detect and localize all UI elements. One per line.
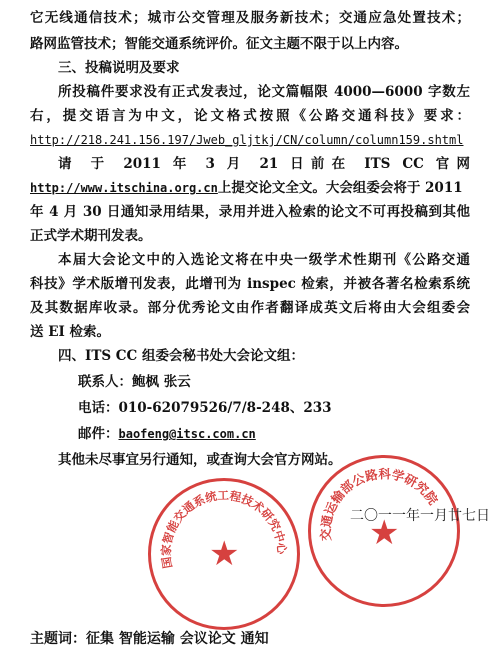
keywords-label: 主题词：: [30, 631, 86, 647]
right-seal-text: 交通运输部公路科学研究院: [317, 466, 441, 542]
section-3-heading: 三、投稿说明及要求: [58, 60, 180, 76]
deadline-para-line-2: [30, 178, 470, 198]
deadline-para-line-3: 年 4 月 30 日通知录用结果，录用并进入检索的论文不可再投稿到其他: [30, 204, 470, 220]
issue-date: 二〇一一年一月廿七日: [350, 508, 490, 524]
left-seal-text: 国家智能交通系统工程技术研究中心: [158, 488, 290, 570]
journal-para-line-2: 科技》学术版增刊发表，此增刊为 inspec 检索，并被各著名检索系统: [30, 276, 470, 292]
journal-para-line-4: 送 EI 检索。: [30, 324, 111, 340]
closing-note: 其他未尽事宜另行通知，或查询大会官方网站。: [58, 452, 342, 468]
email-link[interactable]: baofeng@itsc.com.cn: [118, 427, 256, 441]
itschina-link[interactable]: http://www.itschina.org.cn: [30, 181, 218, 195]
contact-phone: 电话：010-62079526/7/8-248、233: [78, 400, 332, 416]
left-official-seal: [148, 478, 300, 630]
right-seal-star-icon: ★: [369, 513, 400, 553]
right-official-seal: [308, 455, 460, 607]
keywords-line: [30, 628, 269, 648]
topic-list-line-1: 它无线通信技术；城市公交管理及服务新技术；交通应急处置技术；: [30, 10, 470, 26]
journal-para-line-3: 及其数据库收录。部分优秀论文由作者翻译成英文后将由大会组委会: [30, 300, 470, 316]
journal-format-link[interactable]: http://218.241.156.197/Jweb_gljtkj/CN/column/column159.shtml: [30, 133, 464, 147]
email-label: 邮件：: [78, 426, 119, 442]
deadline-para-line-4: 正式学术期刊发表。: [30, 228, 152, 244]
keywords-value: 征集 智能运输 会议论文 通知: [86, 631, 269, 647]
contact-email-line: [78, 424, 470, 444]
journal-para-line-1: 本届大会论文中的入选论文将在中央一级学术性期刊《公路交通: [58, 252, 470, 268]
submission-para-line-1: 所投稿件要求没有正式发表过，论文篇幅限 4000—6000 字数左: [58, 84, 470, 100]
section-4-heading: 四、ITS CC 组委会秘书处大会论文组：: [58, 348, 304, 364]
deadline-para-line-2-text: 上提交论文全文。大会组委会将于 2011: [217, 180, 463, 196]
deadline-para-line-1: 请 于 2011 年 3 月 21 日前在 ITS CC 官网: [58, 156, 470, 172]
contact-persons: 联系人：鲍枫 张云: [78, 374, 191, 390]
submission-para-line-2: 右，提交语言为中文，论文格式按照《公路交通科技》要求：: [30, 108, 470, 124]
topic-list-line-2: 路网监管技术；智能交通系统评价。征文主题不限于以上内容。: [30, 36, 408, 52]
left-seal-star-icon: ★: [209, 534, 240, 574]
